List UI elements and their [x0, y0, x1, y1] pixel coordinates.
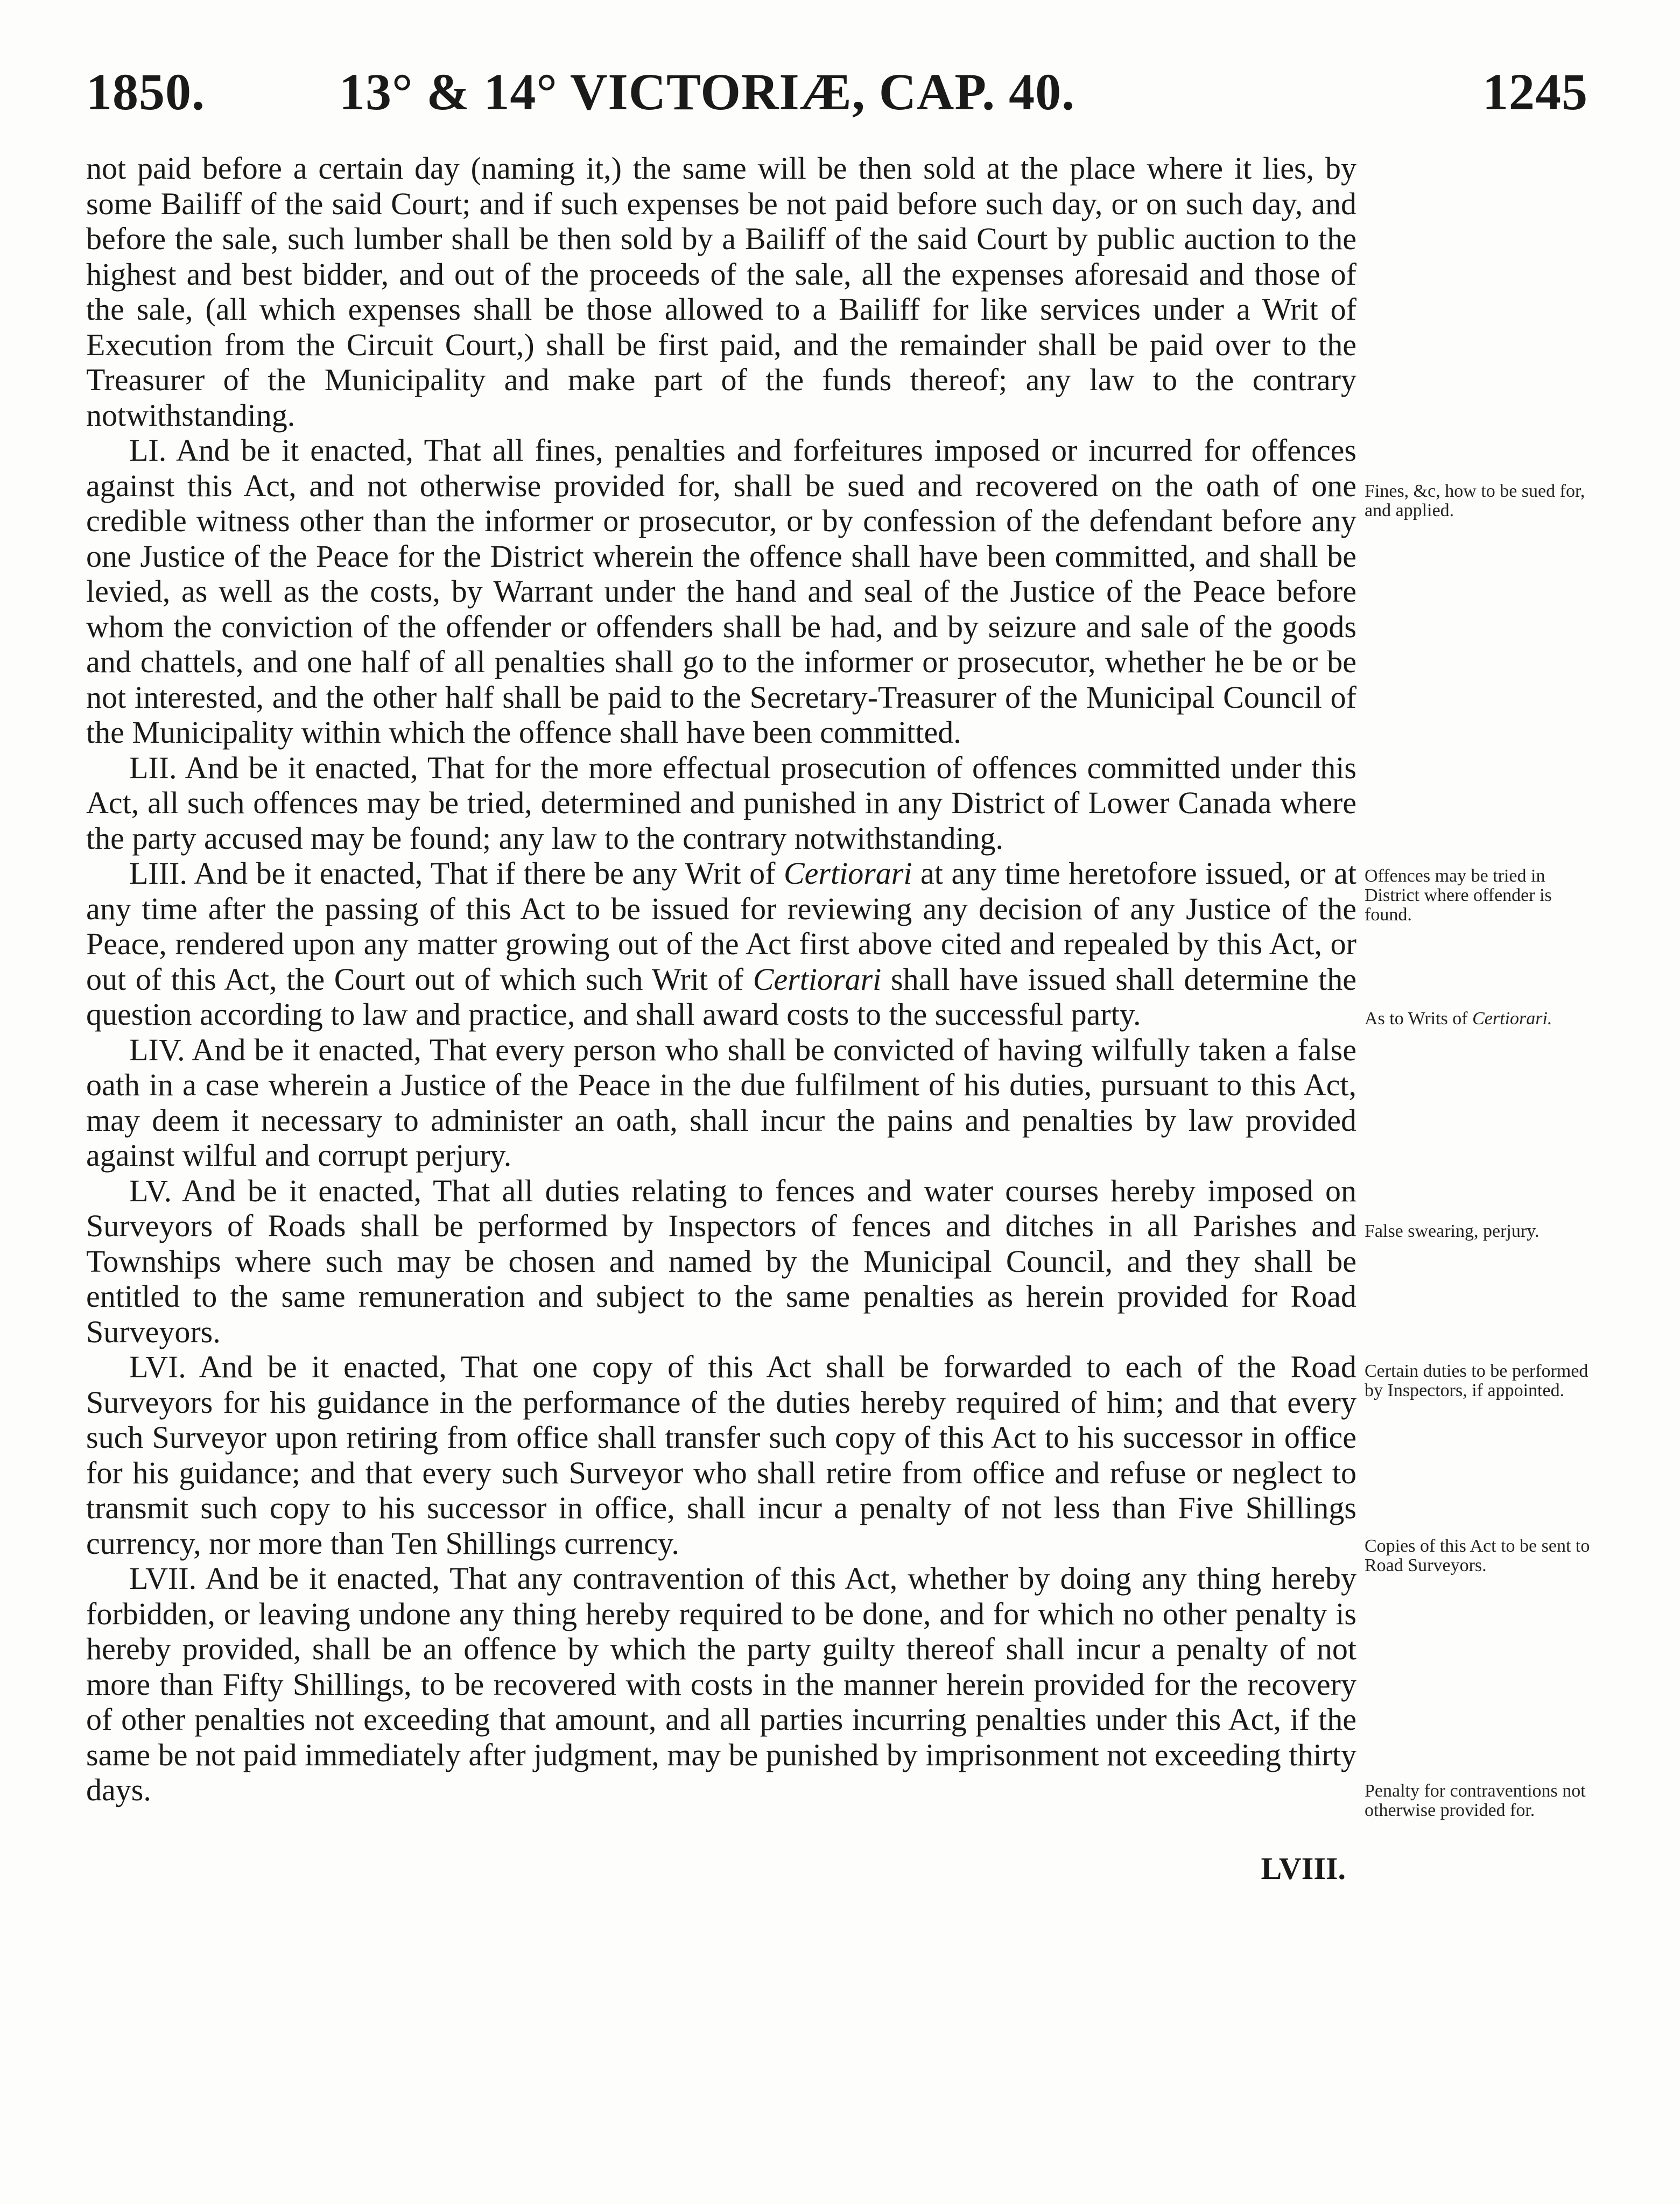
- section-liii-italic-b: Certiorari: [753, 961, 882, 997]
- section-liii-part-c: shall have issued shall determine the question according to law and practice, and shall award costs to the successful party.: [86, 961, 1356, 1032]
- page-header: [86, 62, 1588, 126]
- section-lii: LII. And be it enacted, That for the more effectual prosecution of offences committed under this Act, all such offences may be tried, determined and punished in any District of Lower Canada where the party accused may be found; any law to the contrary notwithstanding.: [86, 750, 1356, 856]
- marginal-note-offences-tried: Offences may be tried in District where offender is found.: [1365, 866, 1552, 925]
- header-page-number: 1245: [1482, 63, 1588, 121]
- marginal-note-false-swearing: False swearing, perjury.: [1365, 1221, 1540, 1241]
- paragraph-continuation: not paid before a certain day (naming it,) the same will be then sold at the place where it lies, by some Bailiff of the said Court; and if such expenses be not paid before such day, or on such day, and before the sale, such lumber shall be then sold by a Bailiff of the said Court by public auction to the highest and best bidder, and out of the proceeds of the sale, all the expenses aforesaid and those of the sale, (all which expenses shall be those allowed to a Bailiff for like services under a Writ of Execution from the Circuit Court,) shall be first paid, and the remainder shall be paid over to the Treasurer of the Municipality and make part of the funds thereof; any law to the contrary notwithstanding.: [86, 151, 1356, 433]
- marginal-note-fines: Fines, &c, how to be sued for, and applied.: [1365, 481, 1585, 520]
- marginal-note-copies: Copies of this Act to be sent to Road Surveyors.: [1365, 1536, 1590, 1575]
- section-liii-part-b: at any time heretofore issued, or at any time after the passing of this Act to be issued for reviewing any decision of any Justice of the Peace, rendered upon any matter growing out of the Act first above cited and repealed by this Act, or out of this Act, the Court out of which such Writ of: [86, 856, 1356, 997]
- section-liii-italic-a: Certiorari: [784, 856, 912, 891]
- marginal-note-certiorari-italic: Certiorari.: [1472, 1009, 1552, 1029]
- section-lvii: LVII. And be it enacted, That any contravention of this Act, whether by doing any thing hereby forbidden, or leaving undone any thing hereby required to be done, and for which no other penalty is hereby provided, shall be an offence by which the party guilty thereof shall incur a penalty of not more than Fifty Shillings, to be recovered with costs in the manner herein provided for the recovery of other penalties not exceeding that amount, and all parties incurring penalties under this Act, if the same be not paid immediately after judgment, may be punished by imprisonment not exceeding thirty days.: [86, 1561, 1356, 1807]
- section-lvi: LVI. And be it enacted, That one copy of this Act shall be forwarded to each of the Road Surveyors for his guidance in the performance of the duties hereby required of him; and that every such Surveyor upon retiring from office shall transfer such copy of this Act to his successor in office for his guidance; and that every such Surveyor who shall retire from office and refuse or neglect to transmit such copy to his successor in office, shall incur a penalty of not less than Five Shillings currency, nor more than Ten Shillings currency.: [86, 1349, 1356, 1561]
- section-liii: [86, 856, 1356, 1032]
- body-text: [86, 151, 1356, 1886]
- marginal-note-penalty: Penalty for contraventions not otherwise provided for.: [1365, 1781, 1586, 1820]
- marginal-note-certain-duties: Certain duties to be performed by Inspectors, if appointed.: [1365, 1361, 1588, 1400]
- marginal-note-certiorari: [1365, 1009, 1596, 1029]
- header-title: 13° & 14° VICTORIÆ, CAP. 40.: [339, 63, 1076, 121]
- section-li: LI. And be it enacted, That all fines, penalties and forfeitures imposed or incurred for offences against this Act, and not otherwise provided for, shall be sued and recovered on the oath of one credible witness other than the informer or prosecutor, or by confession of the defendant before any one Justice of the Peace for the District wherein the offence shall have been committed, and shall be levied, as well as the costs, by Warrant under the hand and seal of the Justice of the Peace before whom the conviction of the offender or offenders shall be had, and by seizure and sale of the goods and chattels, and one half of all penalties shall go to the informer or prosecutor, whether he be or be not interested, and the other half shall be paid to the Secretary-Treasurer of the Municipal Council of the Municipality within which the offence shall have been committed.: [86, 433, 1356, 750]
- header-year: 1850.: [86, 63, 205, 121]
- section-lv: LV. And be it enacted, That all duties relating to fences and water courses hereby imposed on Surveyors of Roads shall be performed by Inspectors of fences and ditches in all Parishes and Townships where such may be chosen and named by the Municipal Council, and they shall be entitled to the same remuneration and subject to the same penalties as herein provided for Road Surveyors.: [86, 1173, 1356, 1349]
- catchword: LVIII.: [1261, 1850, 1346, 1886]
- marginal-note-certiorari-text: As to Writs of: [1365, 1009, 1473, 1029]
- section-liv: LIV. And be it enacted, That every person who shall be convicted of having wilfully taken a false oath in a case wherein a Justice of the Peace in the due fulfilment of his duties, pursuant to this Act, may deem it necessary to administer an oath, shall incur the pains and penalties by law provided against wilful and corrupt perjury.: [86, 1032, 1356, 1173]
- section-liii-part-a: LIII. And be it enacted, That if there be any Writ of: [129, 856, 784, 891]
